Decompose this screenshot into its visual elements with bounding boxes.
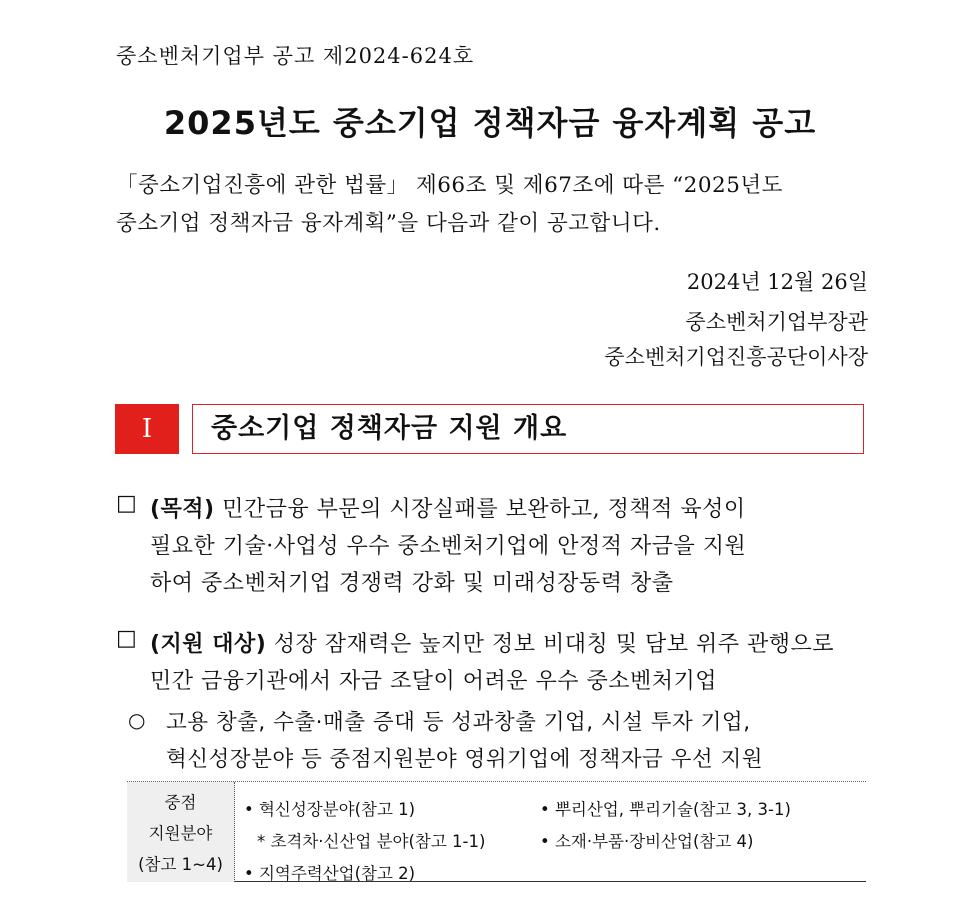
- table-header-line-2: 지원분야: [148, 824, 213, 843]
- agency-signature: 중소벤처기업진흥공단이사장: [604, 345, 868, 369]
- announcement-date: 2024년 12월 26일: [686, 270, 868, 294]
- table-header-cell: [127, 782, 235, 882]
- table-item-root-industry: • 뿌리산업, 뿌리기술(참고 3, 3-1): [540, 800, 791, 819]
- table-item-innovation-sub: * 초격차·신산업 분야(참고 1-1): [257, 832, 486, 851]
- table-item-regional: • 지역주력산업(참고 2): [244, 864, 416, 883]
- table-header-line-3: (참고 1~4): [138, 855, 223, 874]
- priority-paragraph: [166, 704, 864, 778]
- priority-line-2: 혁신성장분야 등 중점지원분야 영위기업에 정책자금 우선 지원: [166, 747, 764, 772]
- purpose-paragraph: [150, 491, 866, 602]
- priority-fields-table: [127, 781, 866, 882]
- circle-bullet-icon: ○: [128, 708, 146, 732]
- section-title: 중소기업 정책자금 지원 개요: [211, 413, 568, 444]
- intro-paragraph: [116, 167, 868, 243]
- section-title-box: [192, 404, 864, 454]
- checkbox-square-icon: □: [116, 491, 137, 516]
- purpose-line-3: 하여 중소벤처기업 경쟁력 강화 및 미래성장동력 창출: [150, 571, 674, 596]
- checkbox-square-icon: □: [116, 626, 137, 651]
- table-item-materials: • 소재·부품·장비산업(참고 4): [540, 832, 754, 851]
- document-title: 2025년도 중소기업 정책자금 융자계획 공고: [163, 104, 817, 142]
- priority-line-1: 고용 창출, 수출·매출 증대 등 성과창출 기업, 시설 투자 기업,: [166, 710, 751, 735]
- notice-number: 중소벤처기업부 공고 제2024-624호: [116, 44, 475, 68]
- purpose-label: (목적): [150, 497, 215, 522]
- target-line-2: 민간 금융기관에서 자금 조달이 어려운 우수 중소벤처기업: [150, 669, 718, 694]
- table-header-line-1: 중점: [164, 793, 197, 812]
- section-number-badge: I: [115, 404, 179, 454]
- purpose-line-2: 필요한 기술·사업성 우수 중소벤처기업에 안정적 자금을 지원: [150, 534, 747, 559]
- minister-signature: 중소벤처기업부장관: [685, 310, 868, 334]
- table-item-innovation: • 혁신성장분야(참고 1): [244, 800, 416, 819]
- target-paragraph: [150, 626, 866, 700]
- intro-line-2: 중소기업 정책자금 융자계획”을 다음과 같이 공고합니다.: [116, 211, 661, 236]
- purpose-line-1: 민간금융 부문의 시장실패를 보완하고, 정책적 육성이: [214, 497, 746, 522]
- target-line-1: 성장 잠재력은 높지만 정보 비대칭 및 담보 위주 관행으로: [266, 632, 835, 657]
- target-label: (지원 대상): [150, 632, 267, 657]
- intro-line-1: 「중소기업진흥에 관한 법률」 제66조 및 제67조에 따른 “2025년도: [116, 173, 783, 198]
